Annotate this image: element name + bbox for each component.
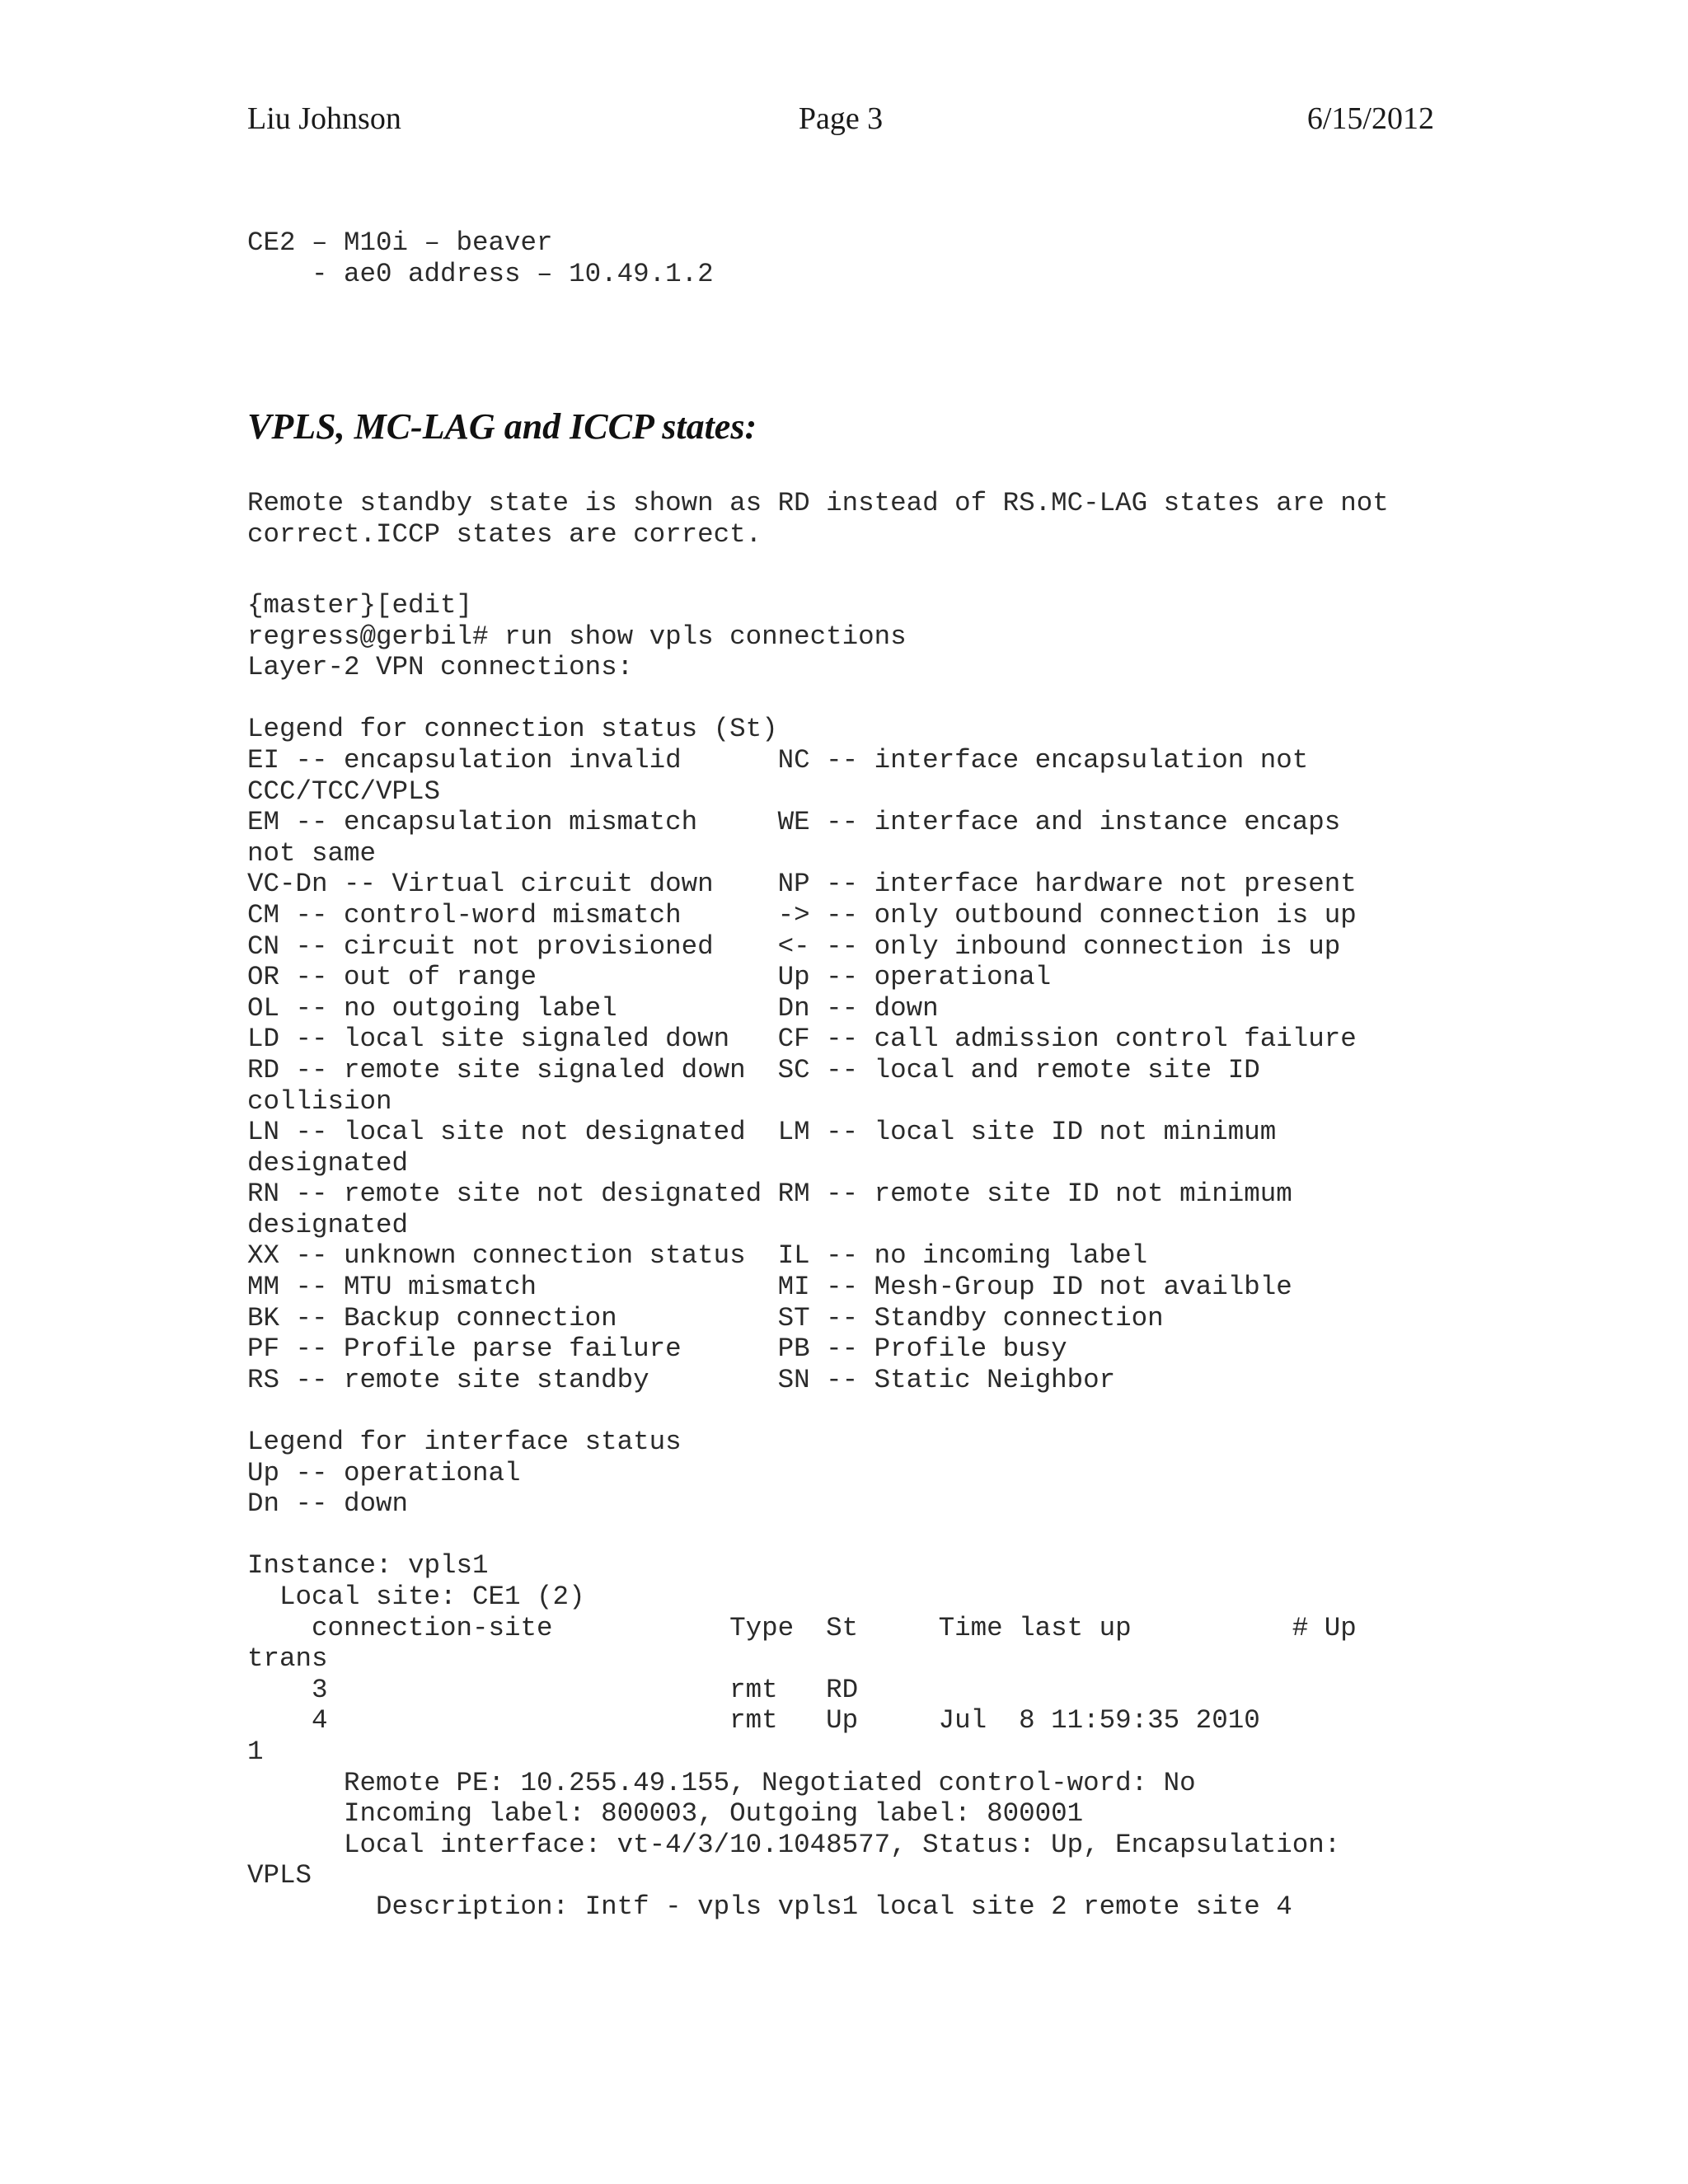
cli-output-block-line: RN -- remote site not designated RM -- remote site ID not minimum (247, 1179, 1292, 1210)
cli-output-block-line: LD -- local site signaled down CF -- call admission control failure (247, 1024, 1357, 1055)
cli-output-block-line: MM -- MTU mismatch MI -- Mesh-Group ID not availble (247, 1272, 1292, 1303)
cli-output-block-line: EM -- encapsulation mismatch WE -- interface and instance encaps (247, 807, 1341, 838)
cli-output-block-line: designated (247, 1209, 409, 1240)
header-author: Liu Johnson (247, 101, 401, 136)
cli-output-block-line: CN -- circuit not provisioned <- -- only inbound connection is up (247, 930, 1341, 962)
cli-output-block-line: RD -- remote site signaled down SC -- local and remote site ID (247, 1054, 1260, 1085)
cli-output-block-line: XX -- unknown connection status IL -- no incoming label (247, 1240, 1148, 1272)
cli-output-block-line: trans (247, 1643, 328, 1675)
cli-output-block-line: Legend for connection status (St) (247, 714, 778, 745)
header-date: 6/15/2012 (1306, 101, 1434, 136)
cli-output-block-line: CCC/TCC/VPLS (247, 776, 441, 807)
cli-output-block-line: Incoming label: 800003, Outgoing label: 800001 (247, 1798, 1084, 1830)
cli-output-block-line: Legend for interface status (247, 1427, 682, 1458)
cli-output-block-line: Layer-2 VPN connections: (247, 652, 634, 683)
cli-output-block-line: Local interface: vt-4/3/10.1048577, Status: Up, Encapsulation: (247, 1829, 1341, 1860)
intro-paragraph-line: correct.ICCP states are correct. (247, 518, 762, 550)
cli-output-block-line: OR -- out of range Up -- operational (247, 962, 1052, 993)
cli-output-block-line: BK -- Backup connection ST -- Standby connection (247, 1302, 1164, 1333)
cli-output-block-line: VPLS (247, 1860, 312, 1891)
cli-output-block-line: PF -- Profile parse failure PB -- Profile busy (247, 1333, 1067, 1365)
cli-output-block-line: designated (247, 1147, 409, 1179)
ce2-config-block (247, 227, 714, 289)
cli-output-block-line: not same (247, 837, 377, 869)
cli-output-block-line: EI -- encapsulation invalid NC -- interface encapsulation not (247, 744, 1309, 776)
cli-output-block-line: RS -- remote site standby SN -- Static Neighbor (247, 1364, 1116, 1395)
cli-output-block-line: 4 rmt Up Jul 8 11:59:35 2010 (247, 1705, 1260, 1736)
cli-output-block-line: CM -- control-word mismatch -> -- only outbound connection is up (247, 899, 1357, 930)
cli-output-block-line: Remote PE: 10.255.49.155, Negotiated control-word: No (247, 1767, 1196, 1798)
cli-output-block-line: collision (247, 1085, 392, 1117)
intro-paragraph (247, 488, 1389, 550)
ce2-config-block-line: - ae0 address – 10.49.1.2 (247, 258, 714, 289)
cli-output-block-line: {master}[edit] (247, 590, 473, 621)
cli-output-block-line: Instance: vpls1 (247, 1550, 489, 1582)
cli-output-block (247, 590, 1357, 1923)
cli-output-block-line: 3 rmt RD (247, 1674, 859, 1705)
ce2-config-block-line: CE2 – M10i – beaver (247, 227, 553, 258)
intro-paragraph-line: Remote standby state is shown as RD instead of RS.MC-LAG states are not (247, 488, 1389, 518)
cli-output-block-line: 1 (247, 1736, 264, 1767)
cli-output-block-line: LN -- local site not designated LM -- local site ID not minimum (247, 1117, 1277, 1148)
cli-output-block-line: Description: Intf - vpls vpls1 local site 2 remote site 4 (247, 1891, 1292, 1922)
cli-output-block-line: VC-Dn -- Virtual circuit down NP -- interface hardware not present (247, 869, 1357, 900)
header-page-number: Page 3 (798, 101, 884, 136)
cli-output-block-line: Local site: CE1 (2) (247, 1582, 585, 1612)
page-header (247, 97, 1434, 140)
cli-output-block-line: Dn -- down (247, 1488, 409, 1520)
cli-output-block-line: connection-site Type St Time last up # Up (247, 1612, 1357, 1643)
cli-output-block-line: regress@gerbil# run show vpls connections (247, 621, 907, 652)
cli-output-block-line: Up -- operational (247, 1457, 521, 1488)
section-heading: VPLS, MC-LAG and ICCP states: (247, 406, 757, 447)
cli-output-block-line: OL -- no outgoing label Dn -- down (247, 992, 939, 1024)
